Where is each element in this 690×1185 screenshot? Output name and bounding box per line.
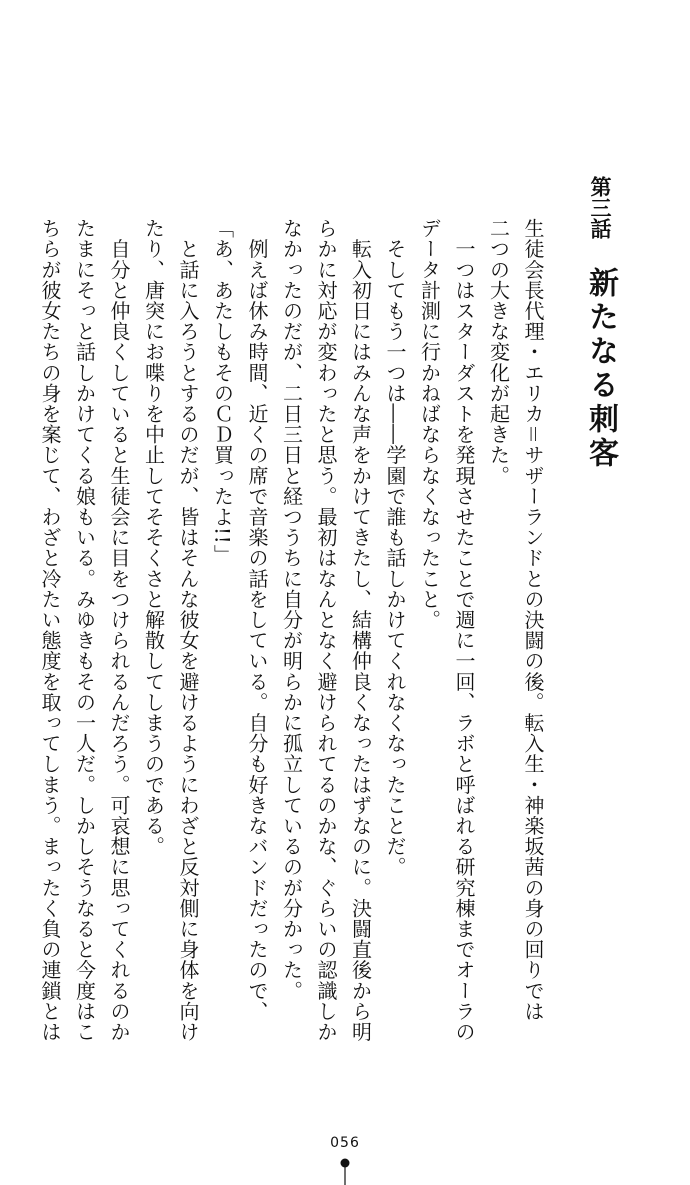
- page-number: 056: [330, 1135, 360, 1151]
- text-line: 例えば休み時間、近くの席で音楽の話をしている。自分も好きなバンドだったので、: [245, 218, 269, 1022]
- text-line: そしてもう一つは――学園で誰も話しかけてくれなくなったことだ。: [383, 218, 407, 878]
- text-line: 生徒会長代理・エリカ＝サザーランドとの決闘の後。転入生・神楽坂茜の身の回りでは: [521, 218, 545, 1022]
- body-text: [38, 218, 550, 1042]
- text-line: 一つはスターダストを発現させたことで週に一回、ラボと呼ばれる研究棟までオーラの: [452, 218, 476, 1042]
- text-line: データ計測に行かねばならなくなったこと。: [417, 218, 442, 630]
- chapter-number: 第三話: [588, 176, 612, 239]
- text-line: たり、唐突にお喋りを中止してそそくさと解散してしまうのである。: [141, 218, 166, 857]
- chapter-heading: [572, 176, 622, 471]
- text-line: 転入初日にはみんな声をかけてきたし、結構仲良くなったはずなのに。決闘直後から明: [348, 218, 373, 1042]
- text-line: 「あ、あたしもそのＣＤ買ったよ!!」: [210, 218, 235, 565]
- text-line: なかったのだが、二日三日と経つうちに自分が明らかに孤立しているのが分かった。: [279, 218, 304, 1001]
- page-marker-icon: [340, 1158, 350, 1185]
- text-line: らかに対応が変わったと思う。最初はなんとなく避けられてるのかな、ぐらいの認識しか: [314, 218, 338, 1042]
- text-line: 自分と仲良くしていると生徒会に目をつけられるんだろう。可哀想に思ってくれるのか: [107, 218, 131, 1042]
- text-line: 二つの大きな変化が起きた。: [486, 218, 511, 486]
- text-line: ちらが彼女たちの身を案じて、わざと冷たい態度を取ってしまう。まったく負の連鎖とは: [38, 218, 62, 1042]
- text-line: と話に入ろうとするのだが、皆はそんな彼女を避けるようにわざと反対側に身体を向け: [176, 218, 200, 1042]
- chapter-title: 新たなる刺客: [583, 266, 618, 471]
- text-line: たまにそっと話しかけてくる娘もいる。みゆきもその一人だ。しかしそうなると今度はこ: [72, 218, 97, 1042]
